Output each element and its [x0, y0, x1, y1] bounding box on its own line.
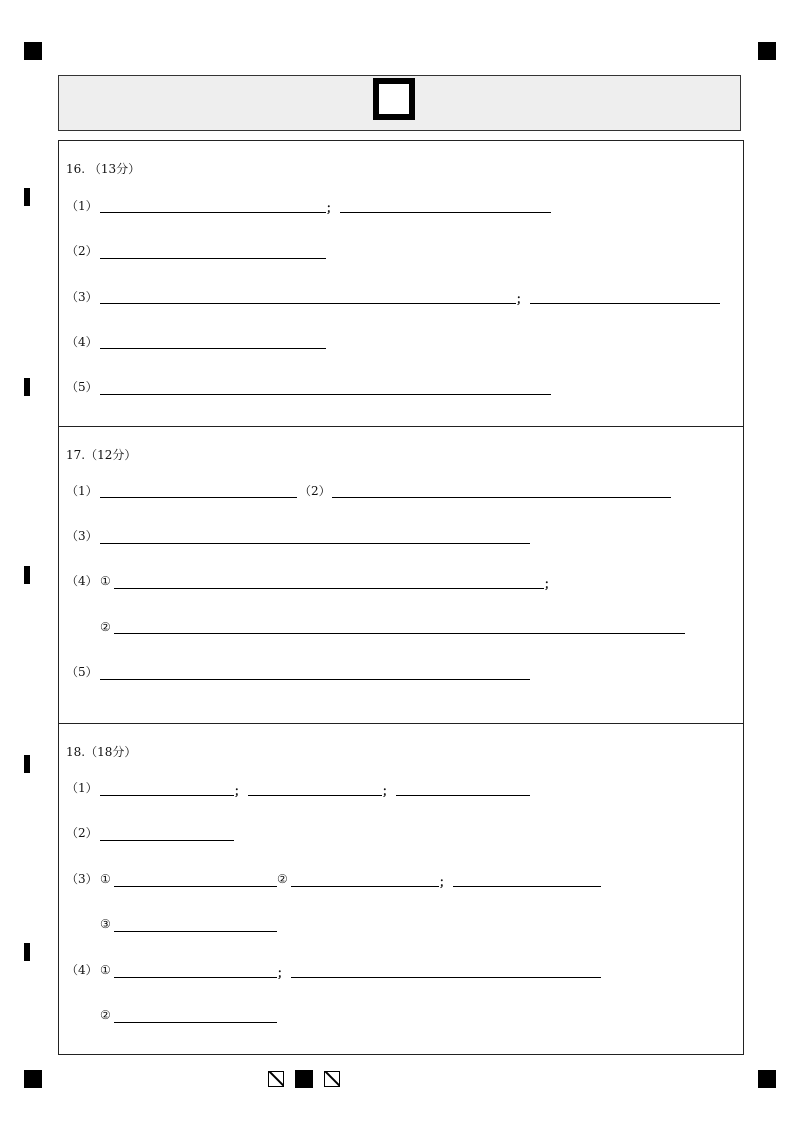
- q16-part-4-label: （4）: [66, 335, 98, 349]
- page-marker-solid-box: [295, 1070, 313, 1088]
- question-16-section: [58, 140, 744, 427]
- q17-part-4-sub-1-answer-line[interactable]: [114, 588, 544, 589]
- q18-part-3-sub-2-answer-line-b[interactable]: [453, 886, 601, 887]
- q16-part-5-answer-line[interactable]: [100, 394, 551, 395]
- side-tick-mark: [24, 943, 30, 961]
- q18-part-4-sub-1-answer-line[interactable]: [114, 977, 277, 978]
- q18-part-2-answer-line[interactable]: [100, 840, 234, 841]
- q18-part-1-answer-line-a[interactable]: [100, 795, 234, 796]
- separator: ；: [544, 577, 557, 591]
- q17-part-1-answer-line[interactable]: [100, 497, 297, 498]
- separator: ；: [516, 292, 529, 306]
- q17-part-2-label: （2）: [299, 484, 331, 498]
- q17-part-3-label: （3）: [66, 529, 98, 543]
- page-marker-slash-box: [268, 1071, 284, 1087]
- q16-part-2-label: （2）: [66, 244, 98, 258]
- question-16-title: 16. （13分）: [66, 162, 141, 176]
- side-tick-mark: [24, 188, 30, 206]
- q18-part-3-sub-3-answer-line[interactable]: [114, 931, 277, 932]
- q18-part-4-sub-2-label: ②: [100, 1008, 111, 1022]
- q17-part-4-label: （4）: [66, 574, 98, 588]
- side-tick-mark: [24, 378, 30, 396]
- q18-part-3-sub-2-answer-line[interactable]: [291, 886, 439, 887]
- header-square-mark: [373, 78, 415, 120]
- q17-part-5-label: （5）: [66, 665, 98, 679]
- q17-part-4-sub-1-label: ①: [100, 574, 111, 588]
- q17-part-3-answer-line[interactable]: [100, 543, 530, 544]
- q17-part-5-answer-line[interactable]: [100, 679, 530, 680]
- q16-part-3-answer-line-a[interactable]: [100, 303, 516, 304]
- q18-part-1-answer-line-b[interactable]: [248, 795, 382, 796]
- page-marker-slash-box: [324, 1071, 340, 1087]
- corner-mark-bottom-right: [758, 1070, 776, 1088]
- q16-part-1-answer-line-a[interactable]: [100, 212, 326, 213]
- q17-part-4-sub-2-label: ②: [100, 620, 111, 634]
- question-17-title: 17.（12分）: [66, 448, 137, 462]
- q16-part-4-answer-line[interactable]: [100, 348, 326, 349]
- q16-part-3-label: （3）: [66, 290, 98, 304]
- separator: ；: [382, 784, 395, 798]
- question-18-title: 18.（18分）: [66, 745, 137, 759]
- q18-part-4-sub-1-label: ①: [100, 963, 111, 977]
- corner-mark-top-right: [758, 42, 776, 60]
- q16-part-3-answer-line-b[interactable]: [530, 303, 720, 304]
- q18-part-3-sub-1-answer-line[interactable]: [114, 886, 277, 887]
- q18-part-4-label: （4）: [66, 963, 98, 977]
- q16-part-2-answer-line[interactable]: [100, 258, 326, 259]
- q18-part-3-sub-1-label: ①: [100, 872, 111, 886]
- q16-part-1-label: （1）: [66, 199, 98, 213]
- q18-part-1-answer-line-c[interactable]: [396, 795, 530, 796]
- q18-part-2-label: （2）: [66, 826, 98, 840]
- q17-part-4-sub-2-answer-line[interactable]: [114, 633, 685, 634]
- q16-part-5-label: （5）: [66, 380, 98, 394]
- q16-part-1-answer-line-b[interactable]: [340, 212, 551, 213]
- corner-mark-top-left: [24, 42, 42, 60]
- q18-part-4-sub-2-answer-line[interactable]: [114, 1022, 277, 1023]
- separator: ；: [234, 784, 247, 798]
- side-tick-mark: [24, 755, 30, 773]
- question-18-section: [58, 723, 744, 1055]
- separator: ；: [326, 201, 339, 215]
- q17-part-1-label: （1）: [66, 484, 98, 498]
- corner-mark-bottom-left: [24, 1070, 42, 1088]
- q18-part-1-label: （1）: [66, 781, 98, 795]
- separator: ；: [277, 966, 290, 980]
- q18-part-4-sub-1-answer-line-b[interactable]: [291, 977, 601, 978]
- q18-part-3-sub-3-label: ③: [100, 917, 111, 931]
- q18-part-3-sub-2-label: ②: [277, 872, 288, 886]
- q18-part-3-label: （3）: [66, 872, 98, 886]
- side-tick-mark: [24, 566, 30, 584]
- q17-part-2-answer-line[interactable]: [332, 497, 671, 498]
- separator: ；: [439, 875, 452, 889]
